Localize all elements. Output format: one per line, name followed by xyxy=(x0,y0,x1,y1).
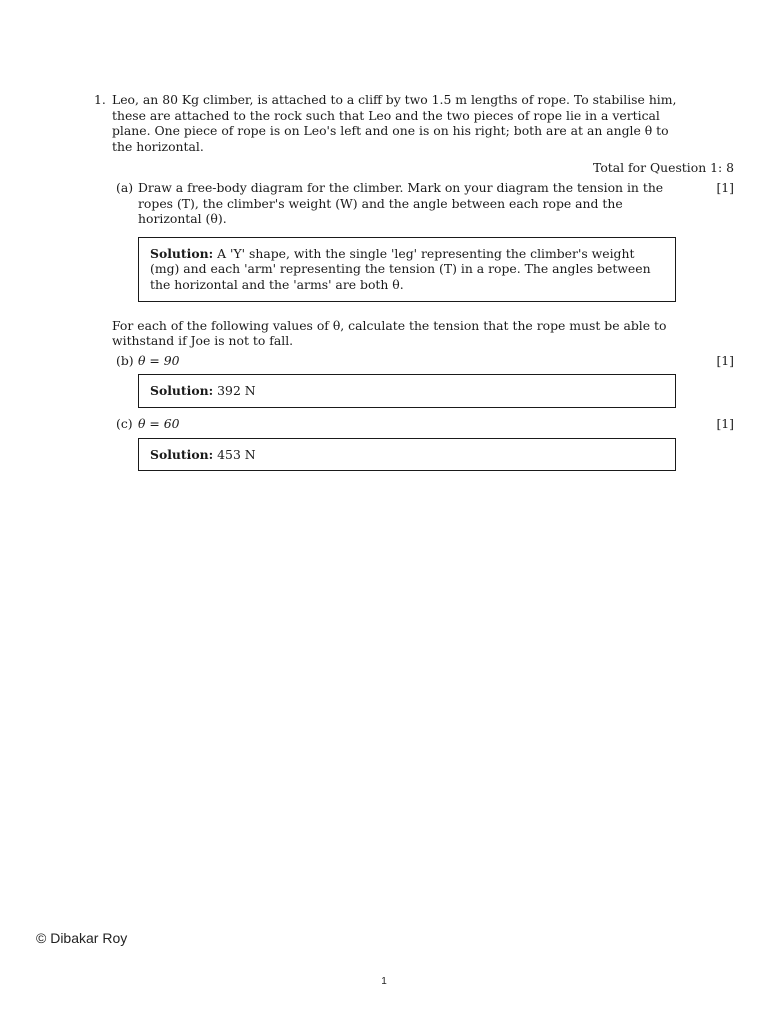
part-c-marks: [1] xyxy=(716,415,734,431)
part-c-solution-box xyxy=(138,438,676,472)
question-header xyxy=(94,92,734,154)
part-c-label: (c) xyxy=(116,415,133,431)
part-c-text: θ = 60 xyxy=(138,415,180,431)
part-b xyxy=(116,353,734,369)
part-a-solution-box xyxy=(138,237,676,302)
part-b-solution-text: 392 N xyxy=(217,383,256,399)
part-a xyxy=(116,180,734,227)
question-number: 1. xyxy=(94,92,106,107)
page-number: 1 xyxy=(381,976,387,987)
part-c xyxy=(116,416,734,432)
part-a-label: (a) xyxy=(116,179,134,195)
part-a-solution-text: A 'Y' shape, with the single 'leg' representing the climber's weight (mg) and each 'arm' representing the tension (T) in a rope. The angles between the horizontal and the 'arms' are both θ. xyxy=(150,245,651,292)
part-b-solution-box xyxy=(138,374,676,408)
part-b-label: (b) xyxy=(116,352,134,368)
copyright-credit: © Dibakar Roy xyxy=(36,930,128,946)
part-a-marks: [1] xyxy=(716,179,734,195)
part-b-marks: [1] xyxy=(716,352,734,368)
part-a-text: Draw a free-body diagram for the climber. Mark on your diagram the tension in the ropes (T), the climber's weight (W) and the angle between each rope and the horizontal (θ). xyxy=(138,179,664,227)
part-c-solution-text: 453 N xyxy=(217,446,256,462)
instructions-text: For each of the following values of θ, calculate the tension that the rope must be able to withstand if Joe is not to fall. xyxy=(112,317,667,349)
part-c-solution-label: Solution: xyxy=(150,446,214,462)
question-block xyxy=(94,92,734,471)
question-text: Leo, an 80 Kg climber, is attached to a cliff by two 1.5 m lengths of rope. To stabilise him, these are attached to the rock such that Leo and the two pieces of rope lie in a vertical plane. One piece of rope is on Leo's left and one is on his right; both are at an angle θ to the horizontal. xyxy=(112,92,677,154)
question-total: Total for Question 1: 8 xyxy=(593,160,734,176)
part-b-text: θ = 90 xyxy=(138,352,180,368)
part-a-solution-label: Solution: xyxy=(150,245,214,261)
part-b-solution-label: Solution: xyxy=(150,383,214,399)
